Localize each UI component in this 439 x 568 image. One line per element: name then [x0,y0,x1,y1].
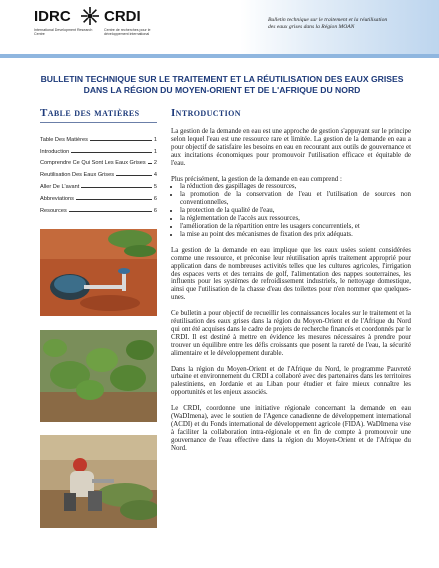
toc-item[interactable] [40,166,157,178]
toc-item-label: Table Des Matières [40,136,88,143]
logo-crdi-text: CRDI [104,8,141,25]
toc-leader [71,152,152,153]
logo-idrc-text: IDRC [34,8,71,25]
list-item: • l'amélioration de la répartition entre les usagers concurrentiels, et [180,223,411,231]
cactus-illustration [40,330,157,422]
toc-leader [81,187,152,188]
list-item: • la réglementation de l'accès aux ressources, [180,215,411,223]
greywater-tank-illustration [40,229,157,316]
toc-item-label: Reutilisation Des Eaux Grises [40,172,114,179]
document-title [36,74,408,96]
toc-leader [116,175,152,176]
toc-item-page: 4 [153,172,157,179]
toc-divider [40,122,157,123]
header-note-line2: des eaux grises dans la Région MOAN [268,24,355,30]
list-item: • la protection de la qualité de l'eau, [180,207,411,215]
toc-heading: Table des matières [40,107,140,119]
toc-leader [148,163,152,164]
intro-paragraph-3: La gestion de la demande en eau implique que les eaux usées soient considérées comme une ressource, et préconise leur réutilisation après traitement approprié pour application dans de nombreuses activités telles que les cultures agricoles, l'irrigation des espaces verts et des terrains de golf, l'alimentation des nappes souterraines, les influents pour les systèmes de refroidissement industriels, le nettoyage domestique, ainsi que l'utilisation de la chasse d'eau des toilettes pour n'en nommer que quelques-unes. [171,246,411,302]
toc-item[interactable] [40,202,157,214]
list-item: • la promotion de la conservation de l'eau et l'utilisation de sources non conventionnelles, [180,191,411,207]
toc-item-label: Resources [40,207,67,214]
toc-item-page: 5 [153,183,157,190]
toc-item[interactable] [40,155,157,167]
demand-management-list [171,183,411,238]
header-note [268,17,428,31]
logo-french-subtitle: Centre de recherches pour le développement international [104,28,151,37]
toc-item-page: 2 [153,160,157,167]
toc-item-label: Comprendre Ce Qui Sont Les Eaux Grises [40,160,146,167]
intro-paragraph-1: La gestion de la demande en eau est une approche de gestion s'appuyant sur le principe selon lequel l'eau est une ressource rare et limitée. La gestion de la demande en eau a pour objectif de satisfaire les besoins en eau en recourant aux outils de gouvernance et aux incitations économiques pour promouvoir l'utilisation efficace et équitable de l'eau. [171,128,411,167]
toc-item[interactable] [40,178,157,190]
logo-english-subtitle: International Development Research Centre [34,28,93,37]
intro-paragraph-4: Ce bulletin a pour objectif de recueillir les connaissances locales sur le traitement et la réutilisation des eaux grises dans la région du Moyen-Orient et de l'Afrique du Nord qui ont été acquises dans le cadre de projets de recherche financés et coordonnés par le CRDI. Il est destiné à mettre en évidence les mesures nécessaires à prendre pour trouver un équilibre entre les défis croissants que posent la rareté de l'eau, la sécurité alimentaire et le développement durable. [171,310,411,357]
toc-item-label: Aller De L'avant [40,183,80,190]
farmer-photo [40,435,157,528]
toc-item-page: 1 [153,136,157,143]
list-item: • la réduction des gaspillages de ressources, [180,183,411,191]
intro-heading: Introduction [171,107,241,119]
title-line1: BULLETIN TECHNIQUE SUR LE TRAITEMENT ET LA RÉUTILISATION DES EAUX GRISES [40,74,404,84]
list-item: • la mise au point des mécanismes de fixation des prix adéquats. [180,231,411,239]
toc-item[interactable] [40,190,157,202]
greywater-tank-photo [40,229,157,316]
header-band [0,54,439,58]
toc-item-page: 6 [153,195,157,202]
toc-item-label: Abbreviations [40,195,74,202]
intro-paragraph-6: Le CRDI, coordonne une initiative régionale concernant la demande en eau (WaDImena), avec le soutien de l'Agence canadienne de développement international (ACDI) et du Fonds international de développement agricole (FIDA). WaDImena vise à faciliter la collaboration intra-régionale et en fin de compte à promouvoir une gouvernance de l'eau effective dans la région du Moyen-Orient et de l'Afrique du Nord. [171,405,411,452]
idrc-crdi-logo [34,8,234,52]
toc-leader [76,199,152,200]
intro-body [171,128,411,461]
cactus-photo [40,330,157,422]
header-note-line1: Bulletin technique sur le traitement et la réutilisation [268,17,388,23]
intro-paragraph-5: Dans la région du Moyen-Orient et de l'Afrique du Nord, le programme Pauvreté urbaine et environnement du CRDI a collaboré avec des partenaires dans les territoires palestiniens, en Jordanie et au Liban pour étudier et faire mieux connaître les opportunités et les enjeux associés. [171,365,411,397]
toc-item-page: 6 [153,207,157,214]
toc-leader [69,211,152,212]
toc-item[interactable] [40,131,157,143]
toc-item-label: Introduction [40,148,70,155]
intro-paragraph-2: Plus précisément, la gestion de la demande en eau comprend : [171,175,342,183]
page-header [0,0,439,62]
table-of-contents [40,131,157,214]
farmer-illustration [40,435,157,528]
title-line2: DANS LA RÉGION DU MOYEN-ORIENT ET DE L'AFRIQUE DU NORD [83,85,361,95]
toc-item-page: 1 [153,148,157,155]
toc-item[interactable] [40,143,157,155]
star-logo-icon [80,6,100,26]
toc-leader [90,140,152,141]
